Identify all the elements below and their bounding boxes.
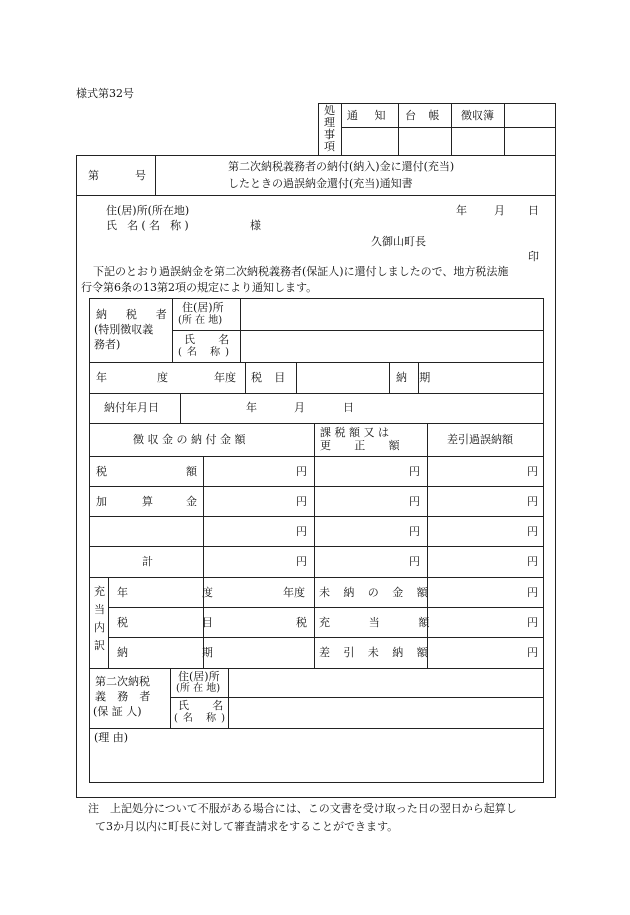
doc-dai: 第 bbox=[88, 169, 99, 182]
row-surcharge-b: 算 bbox=[142, 495, 153, 508]
payment-date-year: 年 bbox=[246, 401, 257, 414]
yen-5: 円 bbox=[527, 586, 538, 599]
date-month: 月 bbox=[494, 204, 505, 217]
note-line2: て3か月以内に町長に対して審査請求をすることができます。 bbox=[95, 820, 399, 833]
year-nendo: 年度 bbox=[214, 371, 236, 384]
year-do: 度 bbox=[157, 371, 168, 384]
yen-4-1: 円 bbox=[296, 555, 307, 568]
alloc-nendo-suffix: 年度 bbox=[283, 586, 305, 599]
proc-head-4: 項 bbox=[324, 140, 335, 153]
alloc-zei-suffix: 税 bbox=[296, 616, 307, 629]
collection-amount-header: 徴 収 金 の 納 付 金 額 bbox=[133, 433, 246, 446]
row-tax-label-a: 税 bbox=[96, 465, 107, 478]
proc-col-notice: 通 知 bbox=[346, 109, 393, 122]
taxpayer-label-1: 納 税 者 bbox=[96, 308, 175, 321]
assessed-header-1: 課 税 額 又 は bbox=[320, 426, 389, 439]
yen-1-2: 円 bbox=[409, 465, 420, 478]
proc-col-ledger: 台 帳 bbox=[405, 109, 444, 122]
taxpayer-name-2: (名 称) bbox=[178, 347, 234, 358]
second-addr-1: 住(居)所 bbox=[178, 670, 220, 683]
proc-head-2: 理 bbox=[324, 116, 335, 129]
mayor: 久御山町長 bbox=[371, 235, 426, 248]
unpaid-amount-label: 未 納 の 金 額 bbox=[319, 586, 433, 599]
reason-label: (理 由) bbox=[94, 731, 129, 744]
yen-1-3: 円 bbox=[527, 465, 538, 478]
date-day: 日 bbox=[528, 204, 539, 217]
note-label: 注 bbox=[88, 802, 99, 815]
doc-title-line1: 第二次納税義務者の納付(納入)金に還付(充当) bbox=[228, 160, 455, 173]
note-line1: 上記処分について不服がある場合には、この文書を受け取った日の翌日から起算し bbox=[110, 802, 517, 815]
yen-7: 円 bbox=[527, 646, 538, 659]
proc-col-collection: 徴収簿 bbox=[461, 109, 494, 122]
taxpayer-name-1: 氏 名 bbox=[184, 333, 240, 346]
allocation-label-1: 充 bbox=[94, 585, 105, 598]
allocation-label-3: 内 bbox=[94, 621, 105, 634]
yen-6: 円 bbox=[527, 616, 538, 629]
second-taxpayer-1: 第二次納税 bbox=[95, 675, 150, 688]
net-unpaid-label: 差 引 未 納 額 bbox=[319, 646, 433, 659]
taxpayer-addr-2: (所 在 地) bbox=[178, 315, 223, 326]
second-taxpayer-2: 義 務 者 bbox=[95, 690, 155, 703]
yen-3-3: 円 bbox=[527, 525, 538, 538]
net-overpaid-header: 差引過誤納額 bbox=[447, 433, 513, 446]
yen-1-1: 円 bbox=[296, 465, 307, 478]
yen-3-1: 円 bbox=[296, 525, 307, 538]
form-number: 様式第32号 bbox=[76, 87, 134, 100]
payment-date-month: 月 bbox=[294, 401, 305, 414]
allocation-label-2: 当 bbox=[94, 603, 105, 616]
row-surcharge-a: 加 bbox=[96, 495, 107, 508]
yen-2-2: 円 bbox=[409, 495, 420, 508]
alloc-zeimoku-label: 税 目 bbox=[117, 616, 249, 629]
taxpayer-addr-1: 住(居)所 bbox=[182, 301, 224, 314]
name-label: 氏 名(名 称) bbox=[106, 219, 192, 232]
row-surcharge-c: 金 bbox=[186, 495, 197, 508]
row-total-label: 計 bbox=[142, 555, 153, 568]
alloc-nendo-label: 年 度 bbox=[117, 586, 249, 599]
second-taxpayer-3: (保 証 人) bbox=[93, 705, 142, 718]
year-nouki: 納 期 bbox=[396, 371, 435, 384]
proc-head-1: 処 bbox=[324, 104, 335, 117]
taxpayer-label-2: (特別徴収義 bbox=[94, 323, 154, 336]
intro-line1: 下記のとおり過誤納金を第二次納税義務者(保証人)に還付しましたので、地方税法施 bbox=[93, 265, 509, 278]
doc-go: 号 bbox=[135, 169, 146, 182]
seal: 印 bbox=[528, 250, 539, 263]
sama: 様 bbox=[250, 219, 261, 232]
assessed-header-2: 更 正 額 bbox=[320, 439, 410, 452]
alloc-nouki-label: 納 期 bbox=[117, 646, 249, 659]
intro-line2: 行令第6条の13第2項の規定により通知します。 bbox=[81, 281, 318, 294]
addr-label: 住(居)所(所在地) bbox=[106, 204, 190, 217]
year-zeimoku: 税 目 bbox=[251, 371, 290, 384]
yen-2-3: 円 bbox=[527, 495, 538, 508]
yen-3-2: 円 bbox=[409, 525, 420, 538]
second-name-2: (名 称) bbox=[174, 713, 230, 724]
payment-date-label: 納付年月日 bbox=[104, 401, 159, 414]
yen-4-3: 円 bbox=[527, 555, 538, 568]
date-year: 年 bbox=[456, 204, 467, 217]
yen-2-1: 円 bbox=[296, 495, 307, 508]
row-tax-label-b: 額 bbox=[186, 465, 197, 478]
payment-date-day: 日 bbox=[343, 401, 354, 414]
second-name-1: 氏 名 bbox=[178, 699, 234, 712]
proc-head-3: 事 bbox=[324, 128, 335, 141]
doc-title-line2: したときの過誤納金還付(充当)通知書 bbox=[228, 177, 413, 190]
second-addr-2: (所 在 地) bbox=[176, 683, 221, 694]
yen-4-2: 円 bbox=[409, 555, 420, 568]
year-nen: 年 bbox=[96, 371, 107, 384]
allocation-label-4: 訳 bbox=[94, 639, 105, 652]
allocated-amount-label: 充 当 額 bbox=[319, 616, 447, 629]
taxpayer-label-3: 務者) bbox=[94, 338, 121, 351]
